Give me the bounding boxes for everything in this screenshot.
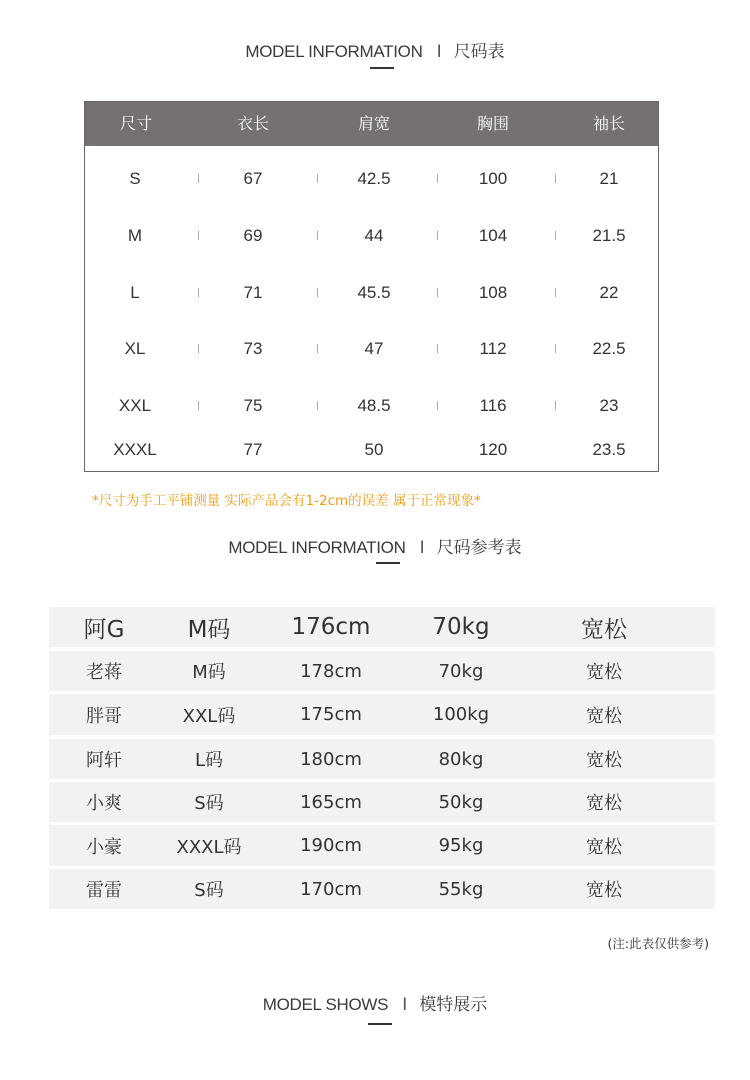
size-table-cell: S bbox=[129, 169, 141, 188]
size-table-cell: 50 bbox=[364, 440, 384, 459]
column-divider bbox=[555, 401, 556, 410]
reference-table-cell: 胖哥 bbox=[86, 705, 122, 727]
size-table-row bbox=[85, 438, 658, 462]
column-divider bbox=[198, 344, 199, 353]
reference-footnote: (注:此表仅供参考) bbox=[607, 936, 709, 951]
section-separator: I bbox=[402, 995, 408, 1015]
reference-table-cell: 50kg bbox=[438, 791, 484, 813]
size-table-header bbox=[85, 102, 658, 146]
header-chest: 胸围 bbox=[476, 114, 509, 133]
column-divider bbox=[317, 344, 318, 353]
reference-table-cell: 55kg bbox=[438, 878, 484, 900]
column-divider bbox=[437, 401, 438, 410]
section-underline bbox=[376, 562, 400, 564]
reference-table-row bbox=[49, 694, 715, 735]
column-divider bbox=[317, 401, 318, 410]
reference-table-cell: XXXL码 bbox=[176, 836, 242, 858]
section-heading-size-chart bbox=[0, 37, 750, 62]
size-table-cell: 75 bbox=[243, 396, 263, 415]
size-table-cell: 21 bbox=[599, 169, 619, 188]
reference-table-cell: 100kg bbox=[432, 704, 490, 725]
column-divider bbox=[555, 344, 556, 353]
size-table-cell: 104 bbox=[478, 226, 508, 245]
column-divider bbox=[437, 174, 438, 183]
reference-table-cell: 178cm bbox=[300, 660, 362, 682]
size-table-row bbox=[85, 224, 658, 248]
size-table-cell: 100 bbox=[478, 169, 508, 188]
header-sleeve: 袖长 bbox=[592, 114, 625, 133]
size-table-cell: 77 bbox=[243, 440, 263, 459]
column-divider bbox=[198, 401, 199, 410]
size-table-cell: 22.5 bbox=[592, 339, 626, 358]
reference-table-cell: L码 bbox=[194, 750, 224, 771]
section-underline bbox=[370, 67, 394, 69]
reference-table-row bbox=[49, 782, 715, 822]
column-divider bbox=[198, 174, 199, 183]
reference-table-row bbox=[49, 869, 715, 909]
reference-table-cell: 165cm bbox=[300, 791, 362, 813]
size-table-row bbox=[85, 337, 658, 361]
measurement-note: *尺寸为手工平铺测量 实际产品会有1-2cm的误差 属于正常现象* bbox=[92, 493, 481, 509]
section-title-en: MODEL SHOWS bbox=[262, 995, 389, 1014]
reference-table-cell: 宽松 bbox=[586, 793, 622, 814]
section-title-en: MODEL INFORMATION bbox=[228, 538, 406, 557]
section-underline bbox=[368, 1023, 392, 1025]
reference-table-cell: 阿轩 bbox=[86, 750, 122, 771]
size-table-cell: XXL bbox=[118, 396, 152, 415]
reference-table-cell: 宽松 bbox=[586, 662, 622, 683]
header-size: 尺寸 bbox=[119, 114, 152, 133]
size-table-cell: 23 bbox=[599, 396, 619, 415]
size-table-cell: M bbox=[127, 226, 143, 245]
header-shoulder: 肩宽 bbox=[357, 114, 390, 133]
reference-table-cell: 80kg bbox=[438, 748, 484, 770]
size-table-cell: 108 bbox=[478, 283, 508, 302]
reference-table-cell: 宽松 bbox=[586, 750, 622, 771]
reference-table-cell: 176cm bbox=[291, 614, 371, 640]
reference-table-row bbox=[49, 651, 715, 691]
size-table-cell: 23.5 bbox=[592, 440, 626, 459]
reference-table-row bbox=[49, 825, 715, 866]
section-separator: I bbox=[436, 42, 442, 62]
size-table-cell: L bbox=[130, 283, 140, 302]
size-table-cell: XXXL bbox=[113, 440, 157, 459]
header-length: 衣长 bbox=[236, 114, 269, 133]
reference-table-cell: 宽松 bbox=[581, 616, 627, 643]
size-table-cell: 112 bbox=[479, 339, 507, 358]
size-table-row bbox=[85, 167, 658, 191]
reference-table-cell: 阿G bbox=[83, 616, 125, 643]
column-divider bbox=[437, 231, 438, 240]
column-divider bbox=[198, 231, 199, 240]
section-title-zh: 尺码参考表 bbox=[436, 538, 522, 558]
size-table-cell: 45.5 bbox=[357, 283, 391, 302]
column-divider bbox=[317, 231, 318, 240]
size-table-cell: 22 bbox=[599, 283, 619, 302]
reference-table-row bbox=[49, 607, 715, 647]
reference-table-cell: M码 bbox=[192, 662, 226, 683]
section-title-en: MODEL INFORMATION bbox=[245, 42, 423, 61]
section-heading-reference bbox=[0, 533, 750, 558]
reference-table-cell: 190cm bbox=[300, 835, 362, 856]
section-separator: I bbox=[419, 538, 425, 558]
reference-table-cell: 70kg bbox=[438, 660, 484, 682]
reference-table-cell: XXL码 bbox=[182, 705, 236, 727]
size-table-row bbox=[85, 394, 658, 418]
reference-table-cell: 宽松 bbox=[586, 836, 622, 858]
reference-table-cell: 雷雷 bbox=[86, 880, 122, 901]
size-table-cell: 67 bbox=[243, 169, 263, 188]
reference-table-cell: 70kg bbox=[432, 614, 490, 640]
size-table-cell: 42.5 bbox=[357, 169, 391, 188]
column-divider bbox=[437, 288, 438, 297]
reference-table-cell: 小豪 bbox=[86, 836, 122, 858]
size-table-cell: 21.5 bbox=[592, 226, 626, 245]
size-table bbox=[84, 101, 659, 472]
reference-table-cell: 宽松 bbox=[586, 880, 622, 901]
column-divider bbox=[198, 288, 199, 297]
reference-table-cell: 180cm bbox=[300, 748, 362, 770]
column-divider bbox=[317, 288, 318, 297]
reference-table-cell: S码 bbox=[194, 880, 224, 901]
size-table-row bbox=[85, 281, 658, 305]
size-table-cell: 71 bbox=[243, 283, 263, 302]
section-title-zh: 尺码表 bbox=[453, 42, 505, 62]
reference-table-row bbox=[49, 739, 715, 779]
size-table-cell: 73 bbox=[243, 339, 263, 358]
column-divider bbox=[555, 174, 556, 183]
size-table-cell: 47 bbox=[364, 339, 384, 358]
column-divider bbox=[437, 344, 438, 353]
reference-table-cell: 170cm bbox=[300, 878, 362, 900]
reference-table-cell: 小爽 bbox=[86, 793, 122, 814]
section-title-zh: 模特展示 bbox=[419, 995, 488, 1015]
column-divider bbox=[555, 231, 556, 240]
reference-table-cell: 宽松 bbox=[586, 705, 622, 727]
reference-table-cell: 175cm bbox=[300, 704, 362, 725]
section-heading-model-shows bbox=[0, 990, 750, 1015]
reference-table-cell: M码 bbox=[187, 616, 231, 643]
column-divider bbox=[555, 288, 556, 297]
reference-table-cell: 95kg bbox=[438, 835, 484, 856]
size-table-cell: 116 bbox=[479, 396, 507, 415]
size-table-cell: 69 bbox=[243, 226, 263, 245]
size-table-cell: 120 bbox=[478, 440, 508, 459]
size-table-cell: 48.5 bbox=[357, 396, 391, 415]
column-divider bbox=[317, 174, 318, 183]
size-table-cell: XL bbox=[124, 339, 146, 358]
reference-table-cell: 老蒋 bbox=[86, 662, 122, 683]
size-table-cell: 44 bbox=[364, 226, 384, 245]
reference-table-cell: S码 bbox=[194, 793, 224, 814]
